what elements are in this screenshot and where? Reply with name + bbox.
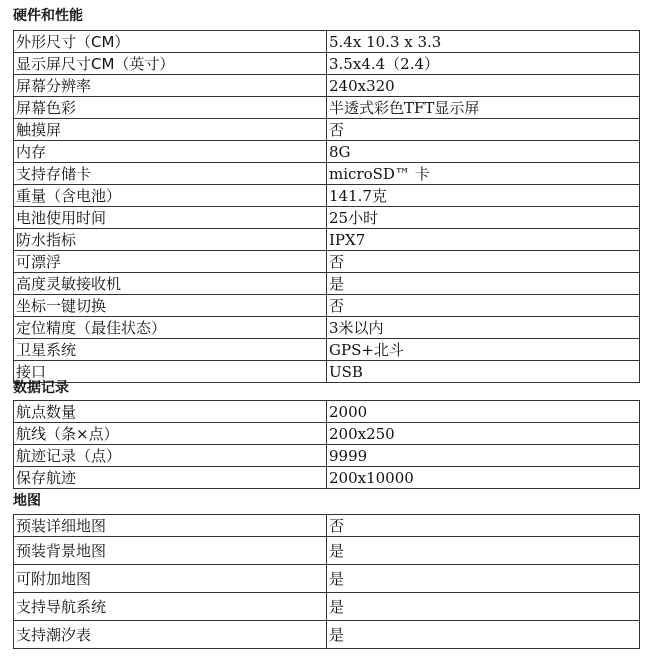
spec-label: 航线（条×点） <box>14 423 327 445</box>
table-row <box>14 229 640 251</box>
spec-label: 支持潮汐表 <box>14 621 327 649</box>
spec-value: 是 <box>327 565 640 593</box>
spec-value: 否 <box>327 515 640 537</box>
spec-label: 内存 <box>14 141 327 163</box>
spec-value: IPX7 <box>327 229 640 251</box>
spec-value: 9999 <box>327 445 640 467</box>
table-row <box>14 593 640 621</box>
table-row <box>14 621 640 649</box>
spec-label: 外形尺寸（CM） <box>14 31 327 53</box>
spec-value: 否 <box>327 119 640 141</box>
spec-value: microSD™ 卡 <box>327 163 640 185</box>
spec-value: 25小时 <box>327 207 640 229</box>
spec-value: 是 <box>327 273 640 295</box>
data-recording-spec-table <box>13 400 640 489</box>
spec-label: 屏幕分辨率 <box>14 75 327 97</box>
table-row <box>14 119 640 141</box>
table-row <box>14 317 640 339</box>
spec-value: 是 <box>327 621 640 649</box>
spec-value: 141.7克 <box>327 185 640 207</box>
spec-label: 可漂浮 <box>14 251 327 273</box>
table-row <box>14 141 640 163</box>
spec-label: 接口 <box>14 361 327 383</box>
spec-value: 是 <box>327 593 640 621</box>
spec-value: 2000 <box>327 401 640 423</box>
spec-value: 200x250 <box>327 423 640 445</box>
spec-label: 显示屏尺寸CM（英寸） <box>14 53 327 75</box>
spec-label: 坐标一键切换 <box>14 295 327 317</box>
spec-value: 8G <box>327 141 640 163</box>
spec-label: 航迹记录（点） <box>14 445 327 467</box>
spec-label: 定位精度（最佳状态） <box>14 317 327 339</box>
spec-label: 电池使用时间 <box>14 207 327 229</box>
table-row <box>14 251 640 273</box>
table-row <box>14 207 640 229</box>
spec-label: 重量（含电池） <box>14 185 327 207</box>
table-row <box>14 163 640 185</box>
table-row <box>14 53 640 75</box>
table-row <box>14 467 640 489</box>
table-row <box>14 537 640 565</box>
spec-value: 否 <box>327 251 640 273</box>
table-row <box>14 361 640 383</box>
table-row <box>14 97 640 119</box>
spec-label: 防水指标 <box>14 229 327 251</box>
spec-value: 3.5x4.4（2.4） <box>327 53 640 75</box>
spec-label: 预装详细地图 <box>14 515 327 537</box>
spec-value: 240x320 <box>327 75 640 97</box>
spec-label: 支持导航系统 <box>14 593 327 621</box>
table-row <box>14 31 640 53</box>
map-spec-table <box>13 514 640 649</box>
spec-value: 否 <box>327 295 640 317</box>
spec-value: USB <box>327 361 640 383</box>
spec-value: 200x10000 <box>327 467 640 489</box>
table-row <box>14 401 640 423</box>
spec-label: 支持存储卡 <box>14 163 327 185</box>
section-title-hardware: 硬件和性能 <box>13 8 83 24</box>
spec-label: 卫星系统 <box>14 339 327 361</box>
spec-label: 保存航迹 <box>14 467 327 489</box>
spec-label: 高度灵敏接收机 <box>14 273 327 295</box>
spec-value: 3米以内 <box>327 317 640 339</box>
table-row <box>14 423 640 445</box>
spec-value: 是 <box>327 537 640 565</box>
table-row <box>14 295 640 317</box>
table-row <box>14 445 640 467</box>
table-row <box>14 515 640 537</box>
table-row <box>14 339 640 361</box>
table-row <box>14 565 640 593</box>
table-row <box>14 185 640 207</box>
spec-label: 屏幕色彩 <box>14 97 327 119</box>
table-row <box>14 273 640 295</box>
table-row <box>14 75 640 97</box>
spec-value: 5.4x 10.3 x 3.3 <box>327 31 640 53</box>
section-title-data-recording: 数据记录 <box>13 380 69 396</box>
section-title-map: 地图 <box>13 493 41 509</box>
spec-value: 半透式彩色TFT显示屏 <box>327 97 640 119</box>
hardware-spec-table <box>13 30 640 383</box>
spec-label: 触摸屏 <box>14 119 327 141</box>
spec-label: 可附加地图 <box>14 565 327 593</box>
spec-value: GPS+北斗 <box>327 339 640 361</box>
spec-label: 预装背景地图 <box>14 537 327 565</box>
spec-label: 航点数量 <box>14 401 327 423</box>
